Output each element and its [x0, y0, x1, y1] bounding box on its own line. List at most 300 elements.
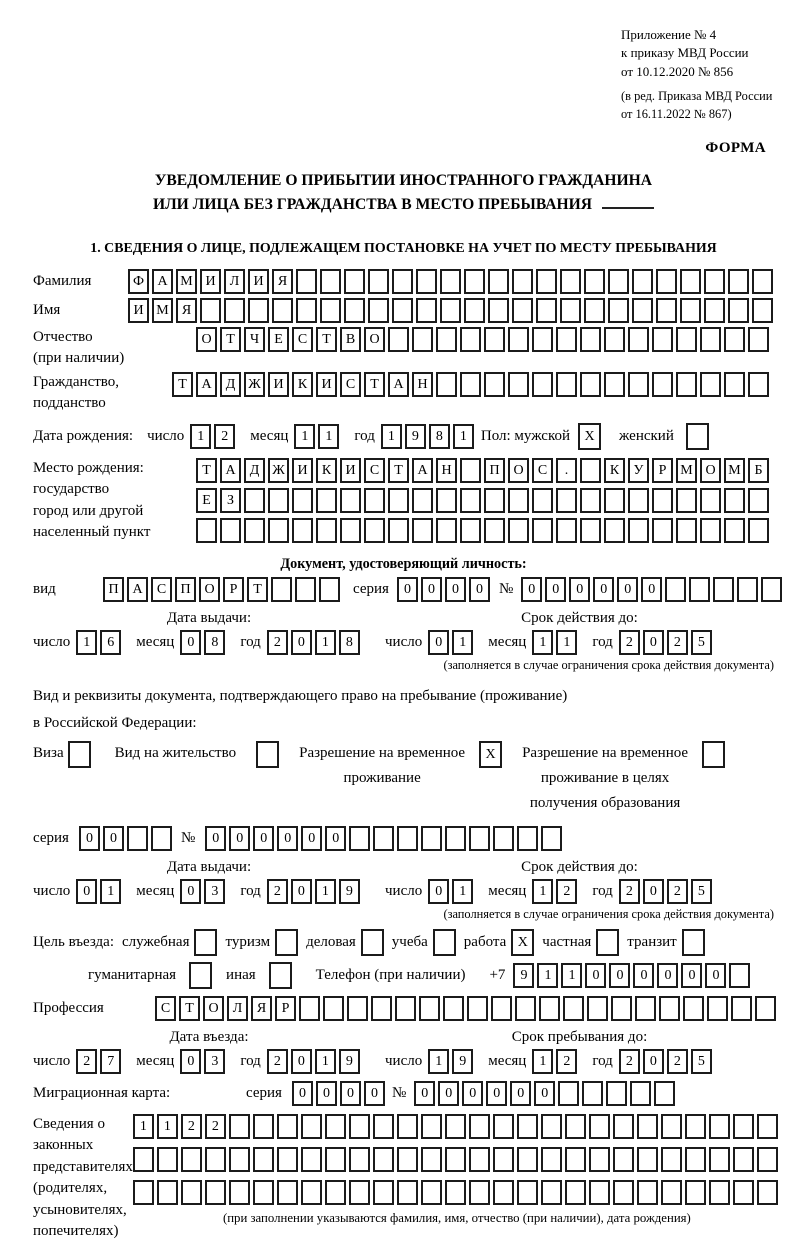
- form-cell[interactable]: 9: [339, 879, 360, 904]
- form-cell[interactable]: [713, 577, 734, 602]
- form-cell[interactable]: У: [628, 458, 649, 483]
- form-cell[interactable]: 1: [452, 630, 473, 655]
- form-cell[interactable]: [604, 518, 625, 543]
- form-cell[interactable]: [608, 298, 629, 323]
- form-cell[interactable]: [484, 518, 505, 543]
- purpose-transit-checkbox[interactable]: [682, 929, 705, 956]
- form-cell[interactable]: [397, 1147, 418, 1172]
- form-cell[interactable]: [464, 269, 485, 294]
- form-cell[interactable]: [488, 298, 509, 323]
- form-cell[interactable]: К: [604, 458, 625, 483]
- form-cell[interactable]: 1: [76, 630, 97, 655]
- temporary-residence-education-checkbox[interactable]: [702, 741, 725, 768]
- form-cell[interactable]: [737, 577, 758, 602]
- form-cell[interactable]: 1: [537, 963, 558, 988]
- form-cell[interactable]: [301, 1147, 322, 1172]
- form-cell[interactable]: Ф: [128, 269, 149, 294]
- form-cell[interactable]: [508, 372, 529, 397]
- form-cell[interactable]: [565, 1180, 586, 1205]
- form-cell[interactable]: [488, 269, 509, 294]
- form-cell[interactable]: [253, 1180, 274, 1205]
- form-cell[interactable]: [729, 963, 750, 988]
- form-cell[interactable]: [364, 518, 385, 543]
- form-cell[interactable]: [392, 298, 413, 323]
- form-cell[interactable]: 0: [397, 577, 418, 602]
- form-cell[interactable]: [296, 298, 317, 323]
- form-cell[interactable]: 3: [204, 1049, 225, 1074]
- form-cell[interactable]: [580, 327, 601, 352]
- form-cell[interactable]: 1: [556, 630, 577, 655]
- form-cell[interactable]: 0: [469, 577, 490, 602]
- form-cell[interactable]: 2: [556, 1049, 577, 1074]
- form-cell[interactable]: С: [292, 327, 313, 352]
- form-cell[interactable]: [632, 269, 653, 294]
- form-cell[interactable]: К: [292, 372, 313, 397]
- form-cell[interactable]: [536, 298, 557, 323]
- form-cell[interactable]: [565, 1114, 586, 1139]
- form-cell[interactable]: [637, 1180, 658, 1205]
- form-cell[interactable]: [517, 1180, 538, 1205]
- form-cell[interactable]: С: [364, 458, 385, 483]
- form-cell[interactable]: [761, 577, 782, 602]
- temporary-residence-checkbox[interactable]: X: [479, 741, 502, 768]
- form-cell[interactable]: [253, 1114, 274, 1139]
- form-cell[interactable]: [517, 1114, 538, 1139]
- form-cell[interactable]: [493, 826, 514, 851]
- form-cell[interactable]: [728, 298, 749, 323]
- form-cell[interactable]: [316, 518, 337, 543]
- form-cell[interactable]: [436, 372, 457, 397]
- form-cell[interactable]: [277, 1147, 298, 1172]
- purpose-study-checkbox[interactable]: [433, 929, 456, 956]
- form-cell[interactable]: [460, 372, 481, 397]
- form-cell[interactable]: 2: [267, 630, 288, 655]
- form-cell[interactable]: [748, 327, 769, 352]
- form-cell[interactable]: [277, 1180, 298, 1205]
- form-cell[interactable]: 0: [103, 826, 124, 851]
- form-cell[interactable]: [469, 1180, 490, 1205]
- form-cell[interactable]: Я: [272, 269, 293, 294]
- form-cell[interactable]: [606, 1081, 627, 1106]
- form-cell[interactable]: О: [508, 458, 529, 483]
- form-cell[interactable]: [508, 488, 529, 513]
- form-cell[interactable]: [580, 488, 601, 513]
- form-cell[interactable]: А: [388, 372, 409, 397]
- form-cell[interactable]: [373, 1147, 394, 1172]
- form-cell[interactable]: [412, 327, 433, 352]
- form-cell[interactable]: С: [151, 577, 172, 602]
- form-cell[interactable]: [508, 518, 529, 543]
- form-cell[interactable]: П: [484, 458, 505, 483]
- form-cell[interactable]: С: [340, 372, 361, 397]
- form-cell[interactable]: [157, 1180, 178, 1205]
- form-cell[interactable]: [271, 577, 292, 602]
- form-cell[interactable]: И: [292, 458, 313, 483]
- form-cell[interactable]: 1: [100, 879, 121, 904]
- form-cell[interactable]: [628, 327, 649, 352]
- form-cell[interactable]: 0: [486, 1081, 507, 1106]
- form-cell[interactable]: 8: [204, 630, 225, 655]
- form-cell[interactable]: [685, 1180, 706, 1205]
- form-cell[interactable]: [397, 1180, 418, 1205]
- form-cell[interactable]: [373, 826, 394, 851]
- form-cell[interactable]: Д: [244, 458, 265, 483]
- form-cell[interactable]: [604, 327, 625, 352]
- form-cell[interactable]: [661, 1180, 682, 1205]
- form-cell[interactable]: [757, 1147, 778, 1172]
- form-cell[interactable]: [656, 269, 677, 294]
- form-cell[interactable]: [560, 298, 581, 323]
- form-cell[interactable]: [587, 996, 608, 1021]
- form-cell[interactable]: [589, 1114, 610, 1139]
- form-cell[interactable]: 1: [294, 424, 315, 449]
- form-cell[interactable]: [248, 298, 269, 323]
- form-cell[interactable]: А: [412, 458, 433, 483]
- form-cell[interactable]: [532, 327, 553, 352]
- form-cell[interactable]: 0: [462, 1081, 483, 1106]
- form-cell[interactable]: 2: [205, 1114, 226, 1139]
- form-cell[interactable]: [580, 458, 601, 483]
- form-cell[interactable]: [493, 1180, 514, 1205]
- form-cell[interactable]: 1: [452, 879, 473, 904]
- form-cell[interactable]: [635, 996, 656, 1021]
- form-cell[interactable]: [340, 518, 361, 543]
- form-cell[interactable]: [364, 488, 385, 513]
- form-cell[interactable]: 2: [267, 1049, 288, 1074]
- form-cell[interactable]: Я: [176, 298, 197, 323]
- form-cell[interactable]: [584, 298, 605, 323]
- form-cell[interactable]: [652, 518, 673, 543]
- form-cell[interactable]: Т: [316, 327, 337, 352]
- form-cell[interactable]: [532, 488, 553, 513]
- form-cell[interactable]: [421, 1114, 442, 1139]
- form-cell[interactable]: Т: [179, 996, 200, 1021]
- form-cell[interactable]: [205, 1147, 226, 1172]
- form-cell[interactable]: 0: [229, 826, 250, 851]
- form-cell[interactable]: [295, 577, 316, 602]
- form-cell[interactable]: 1: [315, 630, 336, 655]
- form-cell[interactable]: [582, 1081, 603, 1106]
- form-cell[interactable]: [181, 1180, 202, 1205]
- form-cell[interactable]: [320, 298, 341, 323]
- form-cell[interactable]: 2: [181, 1114, 202, 1139]
- form-cell[interactable]: [613, 1147, 634, 1172]
- form-cell[interactable]: [469, 826, 490, 851]
- form-cell[interactable]: [388, 327, 409, 352]
- form-cell[interactable]: [397, 1114, 418, 1139]
- form-cell[interactable]: [700, 372, 721, 397]
- form-cell[interactable]: 0: [534, 1081, 555, 1106]
- form-cell[interactable]: [445, 1114, 466, 1139]
- form-cell[interactable]: [388, 518, 409, 543]
- form-cell[interactable]: [733, 1147, 754, 1172]
- form-cell[interactable]: [704, 269, 725, 294]
- form-cell[interactable]: [244, 518, 265, 543]
- form-cell[interactable]: Т: [247, 577, 268, 602]
- form-cell[interactable]: [652, 488, 673, 513]
- form-cell[interactable]: [469, 1114, 490, 1139]
- form-cell[interactable]: 0: [76, 879, 97, 904]
- form-cell[interactable]: [229, 1180, 250, 1205]
- form-cell[interactable]: [460, 327, 481, 352]
- form-cell[interactable]: 1: [381, 424, 402, 449]
- form-cell[interactable]: [491, 996, 512, 1021]
- form-cell[interactable]: 2: [619, 630, 640, 655]
- form-cell[interactable]: [484, 327, 505, 352]
- form-cell[interactable]: 1: [133, 1114, 154, 1139]
- form-cell[interactable]: [556, 488, 577, 513]
- form-cell[interactable]: 2: [76, 1049, 97, 1074]
- form-cell[interactable]: [613, 1180, 634, 1205]
- form-cell[interactable]: 0: [428, 630, 449, 655]
- form-cell[interactable]: [319, 577, 340, 602]
- form-cell[interactable]: [755, 996, 776, 1021]
- form-cell[interactable]: [316, 488, 337, 513]
- form-cell[interactable]: [484, 488, 505, 513]
- form-cell[interactable]: Я: [251, 996, 272, 1021]
- form-cell[interactable]: [709, 1180, 730, 1205]
- form-cell[interactable]: 0: [180, 1049, 201, 1074]
- form-cell[interactable]: [637, 1147, 658, 1172]
- purpose-private-checkbox[interactable]: [596, 929, 619, 956]
- form-cell[interactable]: О: [364, 327, 385, 352]
- form-cell[interactable]: 2: [667, 879, 688, 904]
- form-cell[interactable]: [748, 518, 769, 543]
- form-cell[interactable]: [541, 1114, 562, 1139]
- form-cell[interactable]: [484, 372, 505, 397]
- form-cell[interactable]: [724, 488, 745, 513]
- form-cell[interactable]: [344, 269, 365, 294]
- form-cell[interactable]: [539, 996, 560, 1021]
- form-cell[interactable]: 2: [619, 1049, 640, 1074]
- form-cell[interactable]: 8: [339, 630, 360, 655]
- form-cell[interactable]: [349, 826, 370, 851]
- form-cell[interactable]: [700, 488, 721, 513]
- form-cell[interactable]: 0: [253, 826, 274, 851]
- form-cell[interactable]: 1: [190, 424, 211, 449]
- form-cell[interactable]: Е: [268, 327, 289, 352]
- form-cell[interactable]: .: [556, 458, 577, 483]
- form-cell[interactable]: [680, 269, 701, 294]
- form-cell[interactable]: 2: [556, 879, 577, 904]
- form-cell[interactable]: 6: [100, 630, 121, 655]
- form-cell[interactable]: [558, 1081, 579, 1106]
- form-cell[interactable]: [724, 518, 745, 543]
- form-cell[interactable]: [656, 298, 677, 323]
- form-cell[interactable]: [680, 298, 701, 323]
- form-cell[interactable]: [412, 518, 433, 543]
- form-cell[interactable]: [464, 298, 485, 323]
- form-cell[interactable]: С: [155, 996, 176, 1021]
- form-cell[interactable]: [608, 269, 629, 294]
- form-cell[interactable]: 2: [667, 1049, 688, 1074]
- form-cell[interactable]: [536, 269, 557, 294]
- purpose-humanitarian-checkbox[interactable]: [189, 962, 212, 989]
- form-cell[interactable]: [685, 1147, 706, 1172]
- form-cell[interactable]: [344, 298, 365, 323]
- form-cell[interactable]: И: [268, 372, 289, 397]
- form-cell[interactable]: [320, 269, 341, 294]
- form-cell[interactable]: [707, 996, 728, 1021]
- form-cell[interactable]: Т: [172, 372, 193, 397]
- form-cell[interactable]: [517, 826, 538, 851]
- form-cell[interactable]: 9: [339, 1049, 360, 1074]
- form-cell[interactable]: [541, 826, 562, 851]
- form-cell[interactable]: [652, 372, 673, 397]
- form-cell[interactable]: [604, 372, 625, 397]
- form-cell[interactable]: Б: [748, 458, 769, 483]
- form-cell[interactable]: 0: [291, 1049, 312, 1074]
- form-cell[interactable]: [565, 1147, 586, 1172]
- purpose-business-checkbox[interactable]: [361, 929, 384, 956]
- form-cell[interactable]: 0: [510, 1081, 531, 1106]
- form-cell[interactable]: Н: [436, 458, 457, 483]
- form-cell[interactable]: 1: [315, 1049, 336, 1074]
- form-cell[interactable]: [589, 1180, 610, 1205]
- form-cell[interactable]: [493, 1147, 514, 1172]
- form-cell[interactable]: И: [316, 372, 337, 397]
- form-cell[interactable]: [323, 996, 344, 1021]
- form-cell[interactable]: [676, 518, 697, 543]
- form-cell[interactable]: П: [175, 577, 196, 602]
- form-cell[interactable]: 0: [633, 963, 654, 988]
- form-cell[interactable]: [301, 1180, 322, 1205]
- form-cell[interactable]: 2: [667, 630, 688, 655]
- form-cell[interactable]: 0: [545, 577, 566, 602]
- form-cell[interactable]: [460, 518, 481, 543]
- purpose-tourism-checkbox[interactable]: [275, 929, 298, 956]
- form-cell[interactable]: Е: [196, 488, 217, 513]
- form-cell[interactable]: [541, 1147, 562, 1172]
- form-cell[interactable]: 0: [414, 1081, 435, 1106]
- form-cell[interactable]: [440, 269, 461, 294]
- form-cell[interactable]: 2: [267, 879, 288, 904]
- form-cell[interactable]: Ч: [244, 327, 265, 352]
- form-cell[interactable]: 5: [691, 630, 712, 655]
- form-cell[interactable]: М: [176, 269, 197, 294]
- form-cell[interactable]: И: [248, 269, 269, 294]
- form-cell[interactable]: [268, 488, 289, 513]
- form-cell[interactable]: 0: [593, 577, 614, 602]
- form-cell[interactable]: [563, 996, 584, 1021]
- form-cell[interactable]: [728, 269, 749, 294]
- form-cell[interactable]: [292, 488, 313, 513]
- form-cell[interactable]: [676, 372, 697, 397]
- form-cell[interactable]: Л: [224, 269, 245, 294]
- form-cell[interactable]: 0: [180, 879, 201, 904]
- form-cell[interactable]: [604, 488, 625, 513]
- form-cell[interactable]: [652, 327, 673, 352]
- form-cell[interactable]: Л: [227, 996, 248, 1021]
- form-cell[interactable]: 1: [532, 879, 553, 904]
- form-cell[interactable]: З: [220, 488, 241, 513]
- form-cell[interactable]: [508, 327, 529, 352]
- form-cell[interactable]: 0: [421, 577, 442, 602]
- form-cell[interactable]: [460, 488, 481, 513]
- form-cell[interactable]: О: [700, 458, 721, 483]
- form-cell[interactable]: М: [152, 298, 173, 323]
- form-cell[interactable]: [340, 488, 361, 513]
- form-cell[interactable]: [613, 1114, 634, 1139]
- form-cell[interactable]: 1: [453, 424, 474, 449]
- form-cell[interactable]: А: [220, 458, 241, 483]
- form-cell[interactable]: С: [532, 458, 553, 483]
- form-cell[interactable]: 0: [205, 826, 226, 851]
- form-cell[interactable]: [611, 996, 632, 1021]
- form-cell[interactable]: 1: [318, 424, 339, 449]
- form-cell[interactable]: Т: [388, 458, 409, 483]
- form-cell[interactable]: [220, 518, 241, 543]
- form-cell[interactable]: О: [199, 577, 220, 602]
- form-cell[interactable]: 5: [691, 879, 712, 904]
- sex-female-checkbox[interactable]: [686, 423, 709, 450]
- form-cell[interactable]: [460, 458, 481, 483]
- form-cell[interactable]: О: [203, 996, 224, 1021]
- form-cell[interactable]: 0: [291, 630, 312, 655]
- form-cell[interactable]: 0: [585, 963, 606, 988]
- form-cell[interactable]: [272, 298, 293, 323]
- form-cell[interactable]: 0: [643, 630, 664, 655]
- form-cell[interactable]: 5: [691, 1049, 712, 1074]
- form-cell[interactable]: [205, 1180, 226, 1205]
- form-cell[interactable]: [133, 1180, 154, 1205]
- form-cell[interactable]: 0: [428, 879, 449, 904]
- form-cell[interactable]: 2: [214, 424, 235, 449]
- sex-male-checkbox[interactable]: X: [578, 423, 601, 450]
- form-cell[interactable]: [196, 518, 217, 543]
- form-cell[interactable]: [676, 327, 697, 352]
- form-cell[interactable]: [397, 826, 418, 851]
- visa-checkbox[interactable]: [68, 741, 91, 768]
- form-cell[interactable]: [661, 1114, 682, 1139]
- form-cell[interactable]: Р: [652, 458, 673, 483]
- form-cell[interactable]: 0: [705, 963, 726, 988]
- form-cell[interactable]: И: [200, 269, 221, 294]
- form-cell[interactable]: [412, 488, 433, 513]
- form-cell[interactable]: [757, 1180, 778, 1205]
- form-cell[interactable]: [512, 298, 533, 323]
- form-cell[interactable]: [589, 1147, 610, 1172]
- form-cell[interactable]: 0: [79, 826, 100, 851]
- form-cell[interactable]: 0: [445, 577, 466, 602]
- form-cell[interactable]: [421, 1147, 442, 1172]
- form-cell[interactable]: [733, 1114, 754, 1139]
- form-cell[interactable]: [733, 1180, 754, 1205]
- form-cell[interactable]: [445, 1180, 466, 1205]
- form-cell[interactable]: [200, 298, 221, 323]
- form-cell[interactable]: 1: [428, 1049, 449, 1074]
- form-cell[interactable]: [347, 996, 368, 1021]
- form-cell[interactable]: [628, 518, 649, 543]
- form-cell[interactable]: 0: [292, 1081, 313, 1106]
- form-cell[interactable]: [445, 826, 466, 851]
- form-cell[interactable]: [436, 488, 457, 513]
- form-cell[interactable]: [296, 269, 317, 294]
- form-cell[interactable]: 0: [681, 963, 702, 988]
- form-cell[interactable]: [224, 298, 245, 323]
- form-cell[interactable]: [388, 488, 409, 513]
- form-cell[interactable]: [752, 269, 773, 294]
- form-cell[interactable]: В: [340, 327, 361, 352]
- form-cell[interactable]: 0: [657, 963, 678, 988]
- form-cell[interactable]: [517, 1147, 538, 1172]
- form-cell[interactable]: [628, 488, 649, 513]
- purpose-other-checkbox[interactable]: [269, 962, 292, 989]
- form-cell[interactable]: [556, 518, 577, 543]
- form-cell[interactable]: [676, 488, 697, 513]
- form-cell[interactable]: [445, 1147, 466, 1172]
- form-cell[interactable]: 0: [641, 577, 662, 602]
